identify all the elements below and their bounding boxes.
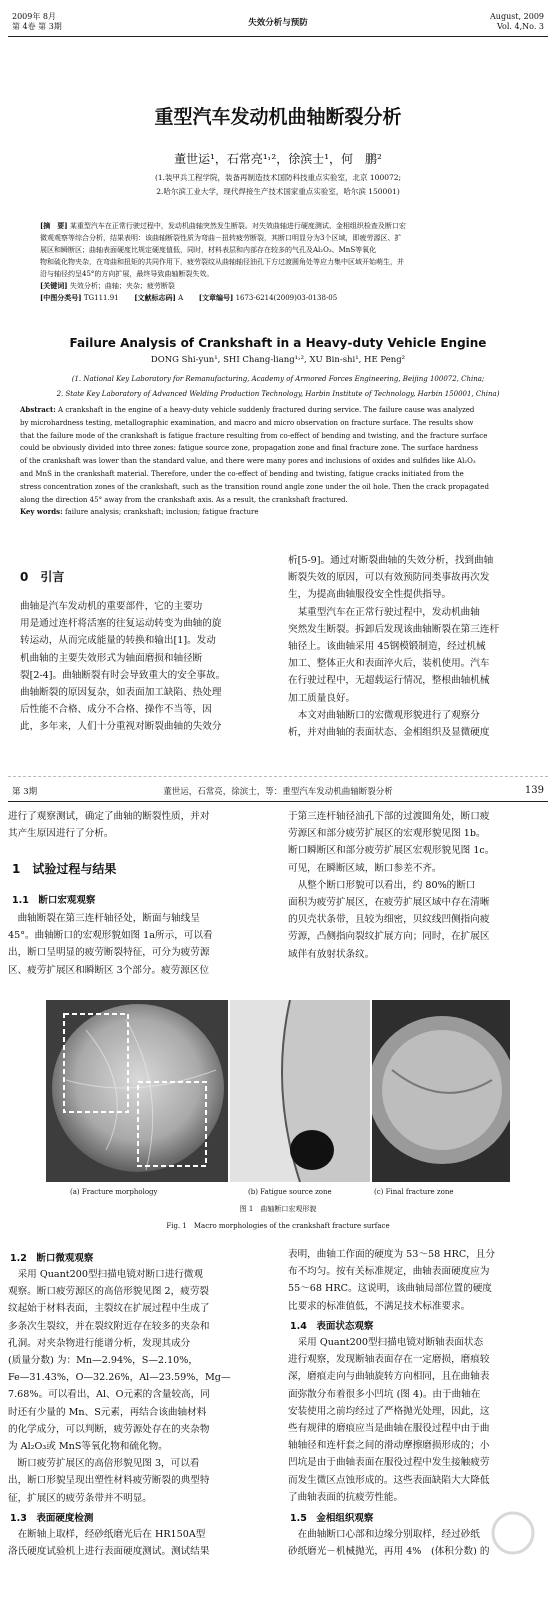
figure-1c-caption: (c) Final fracture zone [374,1188,454,1196]
figure-1b-caption: (b) Fatigue source zone [248,1188,332,1196]
classification-line: [中图分类号] TG111.91 [文献标志码] A [文章编号] 1673-6214(2009)03-0138-05 [40,293,338,302]
authors-en: DONG Shi-yun¹, SHI Chang-liang¹˒², XU Bin-shi¹, HE Peng² [150,355,406,365]
abstract-en: Abstract: A crankshaft in the engine of a heavy-duty vehicle suddenly fractured during service. The failure cause was analyzed by microhardness testing, metallographic examination, and macro and micro observation on fracture surface. The results show that the failure mode of the crankshaft is fatigue fracture resulting from co-effect of bending and twisting, and the fracture surface could be obviously divided into three zones: fatigue source zone, propagation zone and final fracture zone. The surface hardness of the crankshaft was lower than the standard value, and there were many pores and inclusions of oxides and sulfides like Al₂O₃ and MnS in the crankshaft material. Therefore, under the co-effect of bending and twisting, fatigue cracks initiated from the stress concentration zones of the crankshaft, such as the transition round angle zone under the oil hole. Then the crack propagated along the direction 45° away from the crankshaft axis. As a result, the crankshaft fractured. Key words: failure analysis; crankshaft; inclusion; fatigue fracture [20,404,536,519]
subsection-1-4: 1.4 表面状态观察 [290,1321,374,1332]
watermark-mark [478,1508,548,1558]
affiliation-cn-1: (1.装甲兵工程学院，装备再制造技术国防科技重点实验室，北京 100072; [154,173,402,182]
abstract-cn-label: [摘 要] [40,221,68,230]
intro-right-column: 析[5-9]。通过对断裂曲轴的失效分析，找到曲轴 断裂失效的原因，可以有效预防同类事故再次发 生，为提高曲轴服役安全性提供指导。 某重型汽车在正常行驶过程中，发动机曲轴 突然发生断裂。拆卸后发现该曲轴断裂在第三连杆 轴径上。该曲轴采用 45钢模锻制造，经过机械 加工、整体正火和表面淬火后，装机使用。汽车 在行驶过程中，无超载运行情况，整根曲轴机械 加工质量良好。 本文对曲轴断口的宏微观形貌进行了观察分 析，并对曲轴的表面状态、金相组织及显微硬度 [288,555,500,739]
figure-1c-photo [372,1000,510,1182]
keywords-cn: [关键词] 失效分析；曲轴；夹杂；疲劳断裂 [40,281,175,290]
section-0-title: 0 引言 [20,570,65,584]
p2-left-top: 进行了观察测试，确定了曲轴的断裂性质，并对 其产生原因进行了分析。 [8,811,210,840]
affiliation-en-1: (1. National Key Laboratory for Remanufacturing, Academy of Armored Forces Engineering, Beijing 100072, China; [71,375,485,383]
header2-page-number: 139 [524,785,544,796]
abstract-en-label: Abstract: [20,405,56,414]
authors-cn: 董世运¹，石常亮¹˒²，徐滨士¹，何 鹏² [174,152,382,166]
p3-left-column: 采用 Quant200型扫描电镜对断口进行微观 观察。断口疲劳源区的高倍形貌见图 2，疲劳裂 纹起始于材料表面，主裂纹在扩展过程中生成了 多条次生裂纹，并在裂纹附近存在较多的夹杂和 孔洞。对夹杂物进行能谱分析，发现其成分 (质量分数) 为：Mn—2.94%，S—2.10%， Fe—31.43%，O—32.26%，Al—23.59%，Mg— 7.68%。可以看出，Al、O元素的含量较高，同 时还有少量的 Mn、S元素，再结合该曲轴材料 的化学成分，可以判断，疲劳源处存在的夹杂物 为 Al₂O₃或 MnS等氧化物和硫化物。 断口疲劳扩展区的高倍形貌见图 3，可以看 出，断口形貌呈现出塑性材料疲劳断裂的典型特 征，扩展区的疲劳条带并不明显。 [8,1269,231,1504]
figure-1a-photo [46,1000,228,1182]
affiliation-en-2: 2. State Key Laboratory of Advanced Welding Production Technology, Harbin Institute of Technology, Harbin 150001, China) [56,390,500,398]
header-volume-en: Vol. 4,No. 3 [497,22,544,31]
fatigue-source-image [230,1000,370,1182]
figure-1b-photo [230,1000,370,1182]
p3-left-bottom: 在断轴上取样，经砂纸磨光后在 HR150A型 洛氏硬度试验机上进行表面硬度测试。测试结果 [8,1529,210,1558]
header2-left: 第 3期 [12,787,38,797]
header-date-en: August, 2009 [490,12,544,21]
p3-right-mid: 采用 Quant200型扫描电镜对断轴表面状态 进行观察，发现断轴表面存在一定磨损，磨痕较 深，磨痕走向与曲轴旋转方向相同，且在曲轴表 面弥散分布着很多小凹坑 (图 4)。由于曲轴在 安装使用之前均经过了严格抛光处理，因此，这 些有规律的磨痕应当是曲轴在服役过程中由于曲 轴轴径和连杆套之间的滑动摩擦磨损形成的；小 凹坑是由于曲轴表面在服役过程中发生接触疲劳 而发生微区点蚀形成的。这些表面缺陷大大降低 了曲轴表面的抗疲劳性能。 [288,1337,490,1503]
header-date: 2009年 8月 [12,12,56,21]
subsection-1-5: 1.5 金相组织观察 [290,1513,374,1524]
paper-title-cn: 重型汽车发动机曲轴断裂分析 [154,106,402,128]
p3-right-top: 表明，曲轴工作面的硬度为 53～58 HRC，且分 布不均匀。按有关标准规定，曲轴表面硬度应为 55～68 HRC。这说明，该曲轴局部位置的硬度 比要求的标准值低，不满足技术标准要求。 [288,1249,495,1312]
header2-center: 董世运，石常亮，徐滨士，等：重型汽车发动机曲轴断裂分析 [163,787,393,797]
final-fracture-image [372,1000,510,1182]
p2-left-column: 曲轴断裂在第三连杆轴径处，断面与轴线呈 45°。曲轴断口的宏观形貌如图 1a所示，可以看 出，断口呈明显的疲劳断裂特征，可分为疲劳源 区、疲劳扩展区和瞬断区 3个部分。疲劳源区位 [8,913,213,976]
figure-1a-caption: (a) Fracture morphology [70,1188,158,1196]
figure-1 [46,1000,510,1182]
p3-right-bottom: 在曲轴断口心部和边缘分别取样，经过砂纸 砂纸磨光－机械抛光，再用 4% (体积分数) 的 [288,1529,490,1558]
fracture-morphology-image [46,1000,228,1182]
subsection-1-3: 1.3 表面硬度检测 [10,1513,94,1524]
header-volume: 第 4卷 第 3期 [12,22,62,31]
header2-rule [8,801,548,802]
header-rule [8,36,548,37]
keywords-en: Key words: failure analysis; crankshaft; inclusion; fatigue fracture [20,507,259,517]
subsection-1-2: 1.2 断口微观观察 [10,1253,94,1264]
header-right [490,12,544,32]
section-1-title: 1 试验过程与结果 [12,862,117,876]
figure-1-caption-en: Fig. 1 Macro morphologies of the crankshaft fracture surface [166,1222,390,1230]
figure-1-caption-cn: 图 1 曲轴断口宏观形貌 [239,1205,317,1213]
header-journal: 失效分析与预防 [248,18,308,28]
subsection-1-1: 1.1 断口宏观观察 [12,895,96,906]
p2-right-column: 于第三连杆轴径油孔下部的过渡圆角处，断口疲 劳源区和部分疲劳扩展区的宏观形貌见图 1b。 断口瞬断区和部分疲劳扩展区宏观形貌见图 1c。 可见，在瞬断区域，断口参差不齐。 从整个断口形貌可以看出，约 80%的断口 面积为疲劳扩展区，在疲劳扩展区域中存在清晰 的贝壳状条带，且较为细密，贝纹线凹侧指向疲 劳源，凸侧指向裂纹扩展方向；同时，在扩展区 域伴有放射状条纹。 [288,811,495,960]
paper-title-en: Failure Analysis of Crankshaft in a Heavy-duty Vehicle Engine [69,336,487,350]
abstract-cn: [摘 要] 某重型汽车在正常行驶过程中，发动机曲轴突然发生断裂。对失效曲轴进行硬度测试、金相组织检查及断口宏 微观观察等综合分析，结果表明：该曲轴断裂性质为弯曲－扭转疲劳断裂，其断口明显分为3个区域，即疲劳源区、扩 展区和瞬断区；曲轴表面硬度比规定硬度值低，同时，材料表层和内部存在较多的气孔及Al₂O₃、MnS等氧化 物和硫化物夹杂，在弯曲和扭矩的共同作用下，疲劳裂纹从曲轴轴径油孔下方过渡圆角处等应力集中区域开始萌生，并 沿与轴径约呈45°的方向扩展，最终导致曲轴断裂失效。 [关键词] 失效分析；曲轴；夹杂；疲劳断裂 [中图分类号] TG111.91 [文献标志码] A [文章编号] 1673-6214(2009)03-0138-05 [40,220,516,304]
affiliation-cn-2: 2.哈尔滨工业大学，现代焊接生产技术国家重点实验室，哈尔滨 150001) [156,187,400,196]
intro-left-column: 曲轴是汽车发动机的重要部件，它的主要功 用是通过连杆将活塞的往复运动转变为曲轴的旋 转运动，从而完成能量的转换和输出[1]。发动 机曲轴的主要失效形式为轴面磨损和轴径断 裂[2-4]。曲轴断裂有时会导致重大的安全事故。 曲轴断裂的原因复杂，如表面加工缺陷、热处理 后性能不合格、成分不合格、操作不当等，因 此，多年来，人们十分重视对断裂曲轴的失效分 [20,601,226,733]
page-break-rule [8,776,548,777]
